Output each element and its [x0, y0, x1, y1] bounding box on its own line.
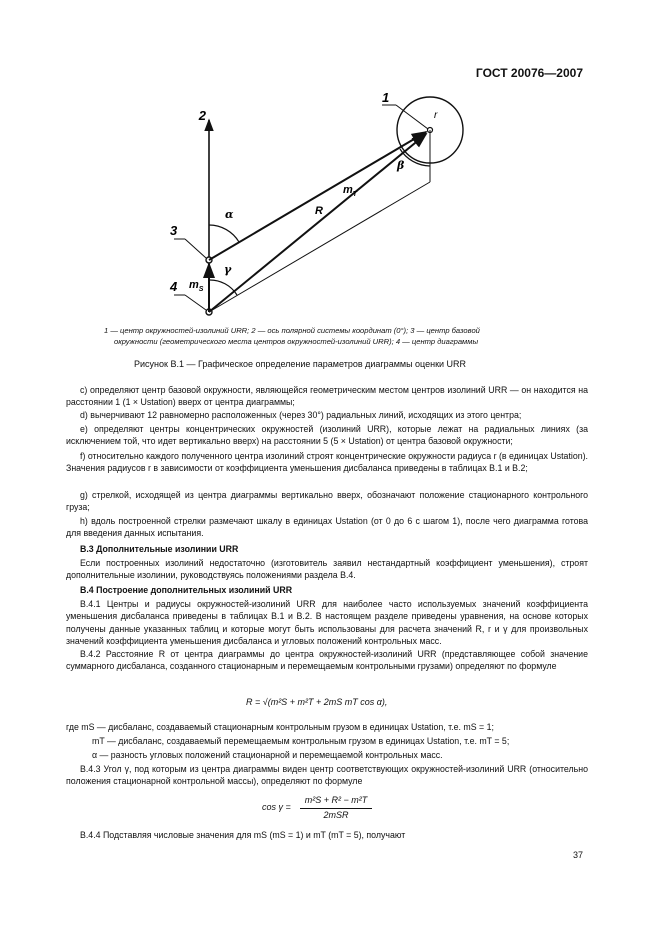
alpha-arc [209, 225, 239, 242]
section-b43: В.4.3 Угол γ, под которым из центра диаграммы виден центр соответствующих окружностей-изолиний URR (относительно положения стационарной контрольной массы), определяют по формуле [66, 764, 588, 787]
item-c: с) определяют центр базовой окружности, являющейся геометрическим местом центров изолиний URR — он находится на расстоянии 1 (1 × Ustation) вверх от центра диаграммы; [66, 385, 588, 408]
label-1: 1 [382, 90, 390, 105]
item-g: g) стрелкой, исходящей из центра диаграммы вертикально вверх, обозначают положение стационарного контрольного груза; [66, 490, 588, 513]
label-ms: $m_S$ [189, 279, 204, 293]
section-b44: В.4.4 Подставляя числовые значения для mS (mS = 1) и mT (mT = 5), получают [80, 830, 406, 840]
mt-vector [209, 132, 426, 260]
document-header: ГОСТ 20076—2007 [475, 66, 583, 80]
item-f: f) относительно каждого полученного центра изолиний строят концентрические окружности радиуса r (в единицах Ustation). Значения радиусов r в зависимости от коэффициента уменьшения дисбаланса приведены в таблицах В.1 и В.2; [66, 451, 588, 474]
figure-caption-line2: окружности (геометрического места центров окружностей-изолиний URR); 4 — центр диаграммы [114, 337, 479, 346]
label-3: 3 [170, 223, 178, 238]
formula-cos-numerator: m²S + R² − m²T [304, 795, 368, 805]
where-mt: mT — дисбаланс, создаваемый перемещаемым контрольным грузом в единицах Ustation, т.е. mT = 5; [92, 736, 510, 746]
section-b41: В.4.1 Центры и радиусы окружностей-изолиний URR для наиболее часто используемых значений коэффициента уменьшения дисбаланса приведены в таблицах В.1 и В.2. В настоящем разделе приведены уравнения, на основе которых получены данные указанных таблиц и которые могут быть использованы для расчета значений R, r и γ для произвольных значений коэффициента уменьшения дисбаланса и угловых положений контрольных масс. [66, 599, 588, 647]
item-d: d) вычерчивают 12 равномерно расположенных (через 30°) радиальных линий, исходящих из этого центра; [80, 410, 522, 420]
label-4: 4 [170, 279, 178, 294]
section-b4-title: В.4 Построение дополнительных изолиний URR [80, 585, 293, 595]
where-alpha: α — разность угловых положений стационарной и перемещаемой контрольных масс. [92, 750, 443, 760]
label-mt: $m_T$ [343, 184, 358, 198]
r-vector [209, 134, 426, 312]
figure-caption-line1: 1 — центр окружностей-изолиний URR; 2 — ось полярной системы координат (0°); 3 — центр базовой [104, 326, 480, 335]
page-number: 37 [572, 850, 583, 860]
label-R: R [315, 205, 323, 217]
label-beta: β [397, 159, 405, 172]
formula-cos-denominator: 2mSR [323, 810, 349, 820]
item-e: е) определяют центры концентрических окружностей (изолиний URR), которые лежат на радиальных линиях (за исключением той, что идет вертикально вверх) на расстоянии 5 (5 × Ustation) от центра базовой окружности; [66, 424, 588, 447]
formula-cos-lhs: cos γ = [262, 802, 291, 812]
section-b3-text: Если построенных изолиний недостаточно (изготовитель заявил нестандартный коэффициент уменьшения), строят дополнительные изолинии, руководствуясь положениями раздела В.4. [66, 558, 588, 581]
formula-fraction-bar [300, 808, 372, 809]
where-ms: где mS — дисбаланс, создаваемый стационарным контрольным грузом в единицах Ustation, т.е. mS = 1; [66, 722, 494, 732]
label-alpha: α [225, 208, 234, 221]
section-b3-title: В.3 Дополнительные изолинии URR [80, 544, 239, 554]
section-b42: В.4.2 Расстояние R от центра диаграммы до центра окружностей-изолиний URR (представляющее собой значение суммарного дисбаланса, созданного стационарным и перемещаемым контрольными грузами) определяют по формуле [66, 649, 588, 672]
label-r: r [434, 110, 438, 121]
figure-title: Рисунок В.1 — Графическое определение параметров диаграммы оценки URR [134, 359, 467, 369]
item-h: h) вдоль построенной стрелки размечают шкалу в единицах Ustation (от 0 до 6 с шагом 1), после чего диаграмма готова для введения данных испытания. [66, 516, 588, 539]
formula-r: R = √(m²S + m²T + 2mS mT cos α), [246, 697, 388, 707]
label-2: 2 [198, 108, 206, 123]
figure-diagram [160, 90, 480, 320]
label-gamma: γ [224, 263, 232, 276]
